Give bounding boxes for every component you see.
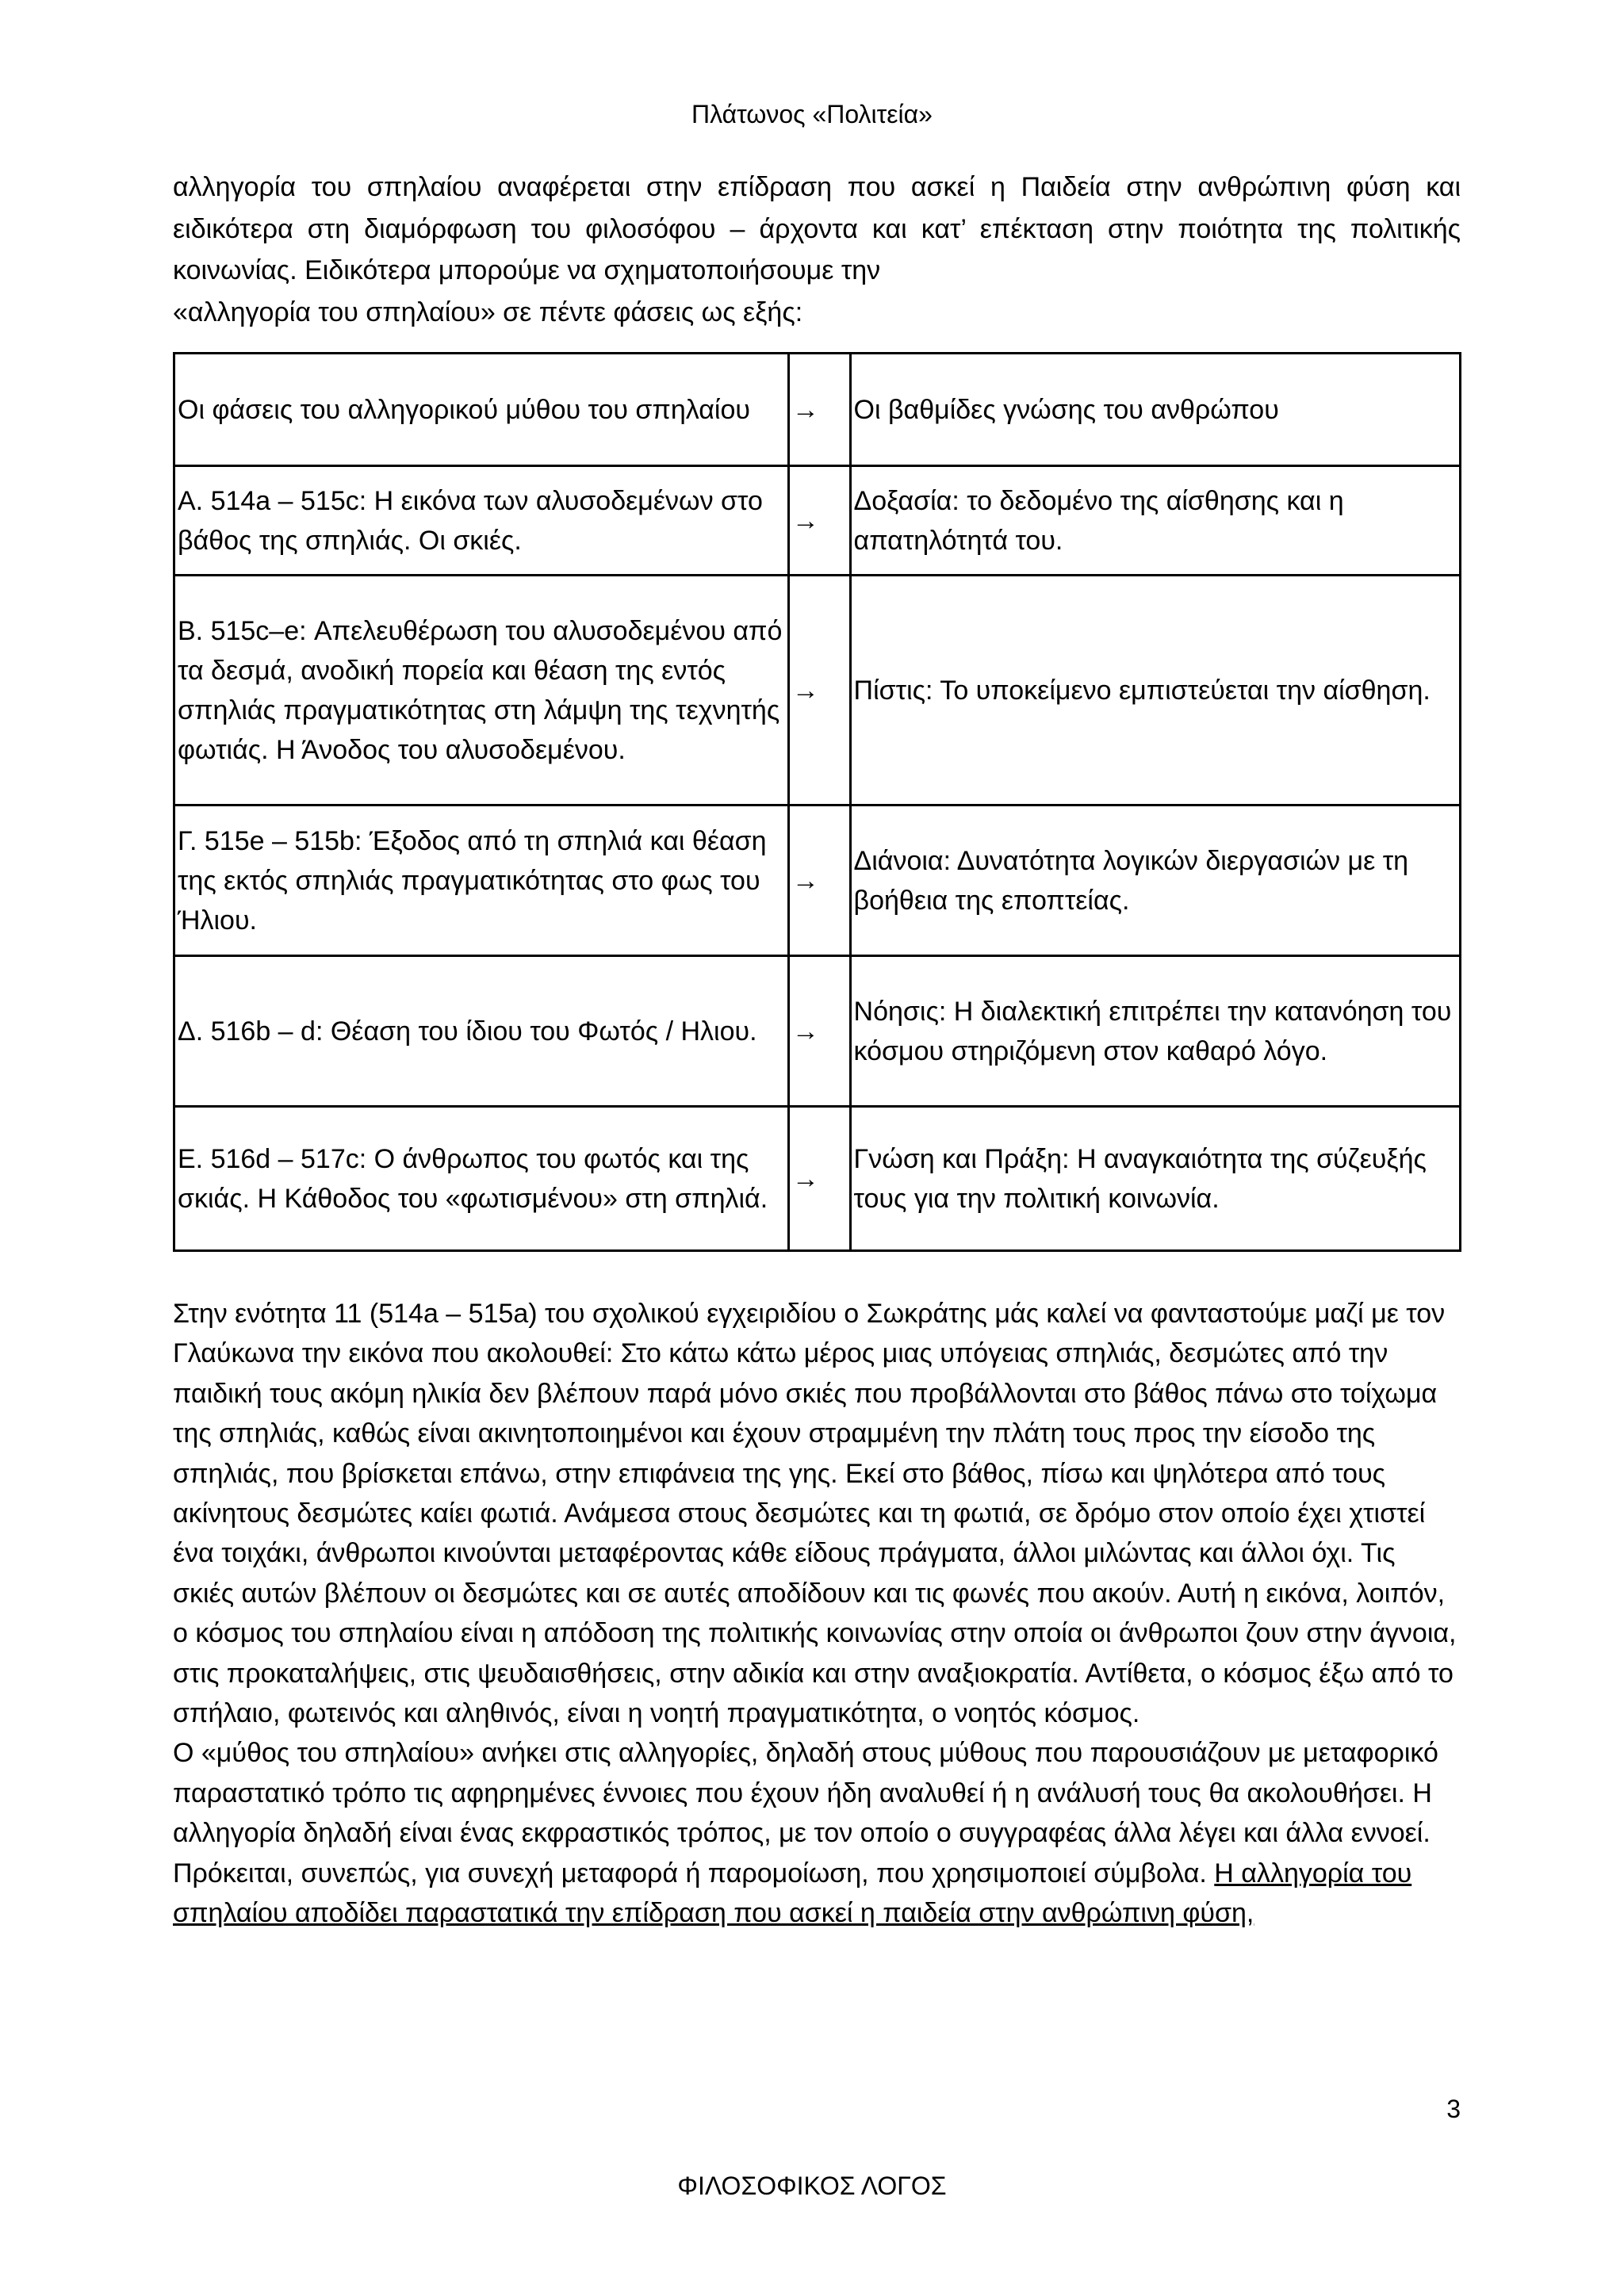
knowledge-cell: Πίστις: Το υποκείμενο εμπιστεύεται την αίσθηση. [850, 576, 1460, 806]
body-paragraph: Στην ενότητα 11 (514a – 515a) του σχολικού εγχειριδίου ο Σωκράτης μάς καλεί να φανταστούμε μαζί με τον Γλαύκωνα την εικόνα που ακολουθεί: Στο κάτω κάτω μέρος μιας υπόγειας σπηλιάς, δεσμώτες από την παιδική τους ακόμη ηλικία δεν βλέπουν παρά μόνο σκιές που προβάλλονται στο βάθος πάνω στο τοίχωμα της σπηλιάς, καθώς είναι ακινητοποιημένοι και έχουν στραμμένη την πλάτη τους προς την είσοδο της σπηλιάς, που βρίσκεται επάνω, στην επιφάνεια της γης. Εκεί στο βάθος, πίσω και ψηλότερα από τους ακίνητους δεσμώτες καίει φωτιά. Ανάμεσα στους δεσμώτες και τη φωτιά, σε δρόμο στον οποίο έχει χτιστεί ένα τοιχάκι, άνθρωποι κινούνται μεταφέροντας κάθε είδους πράγματα, άλλοι μιλώντας και άλλοι όχι. Τις σκιές αυτών βλέπουν οι δεσμώτες και σε αυτές αποδίδουν και τις φωνές που ακούν. Αυτή η εικόνα, λοιπόν, ο κόσμος του σπηλαίου είναι η απόδοση της πολιτικής κοινωνίας στην οποία οι άνθρωποι ζουν στην άγνοια, στις προκαταλήψεις, στις ψευδαισθήσεις, στην αδικία και στην αναξιοκρατία. Αντίθετα, ο κόσμος έξω από το σπήλαιο, φωτεινός και αληθινός, είναι η νοητή πραγματικότητα, ο νοητός κόσμος. [173, 1299, 1457, 1729]
header-left-cell: Οι φάσεις του αλληγορικού μύθου του σπηλαίου [174, 354, 789, 466]
body-text [173, 1294, 1461, 1934]
arrow-icon: → [788, 466, 850, 576]
table-row [174, 806, 1461, 956]
running-footer: ΦΙΛΟΣΟΦΙΚΟΣ ΛΟΓΟΣ [677, 2172, 947, 2200]
phase-cell: Δ. 516b – d: Θέαση του ίδιου του Φωτός / Ηλιου. [174, 956, 789, 1107]
phases-table [173, 352, 1461, 1252]
table-row [174, 1107, 1461, 1251]
phase-cell: Α. 514a – 515c: Η εικόνα των αλυσοδεμένων στο βάθος της σπηλιάς. Οι σκιές. [174, 466, 789, 576]
table-header-row [174, 354, 1461, 466]
intro-paragraph [173, 166, 1461, 333]
phase-cell: Ε. 516d – 517c: Ο άνθρωπος του φωτός και της σκιάς. Η Κάθοδος του «φωτισμένου» στη σπηλιά. [174, 1107, 789, 1251]
arrow-icon: → [788, 354, 850, 466]
table-row [174, 466, 1461, 576]
phase-cell: Γ. 515e – 515b: Έξοδος από τη σπηλιά και θέαση της εκτός σπηλιάς πραγματικότητας στο φως του Ήλιου. [174, 806, 789, 956]
knowledge-cell: Νόησις: Η διαλεκτική επιτρέπει την κατανόηση του κόσμου στηριζόμενη στον καθαρό λόγο. [850, 956, 1460, 1107]
knowledge-cell: Γνώση και Πράξη: Η αναγκαιότητα της σύζευξής τους για την πολιτική κοινωνία. [850, 1107, 1460, 1251]
arrow-icon: → [788, 576, 850, 806]
knowledge-cell: Δοξασία: το δεδομένο της αίσθησης και η απατηλότητά του. [850, 466, 1460, 576]
intro-last-line: «αλληγορία του σπηλαίου» σε πέντε φάσεις ως εξής: [173, 297, 803, 327]
table-row [174, 576, 1461, 806]
page-number: 3 [1446, 2095, 1461, 2123]
header-right-cell: Οι βαθμίδες γνώσης του ανθρώπου [850, 354, 1460, 466]
body-paragraph [173, 1733, 1461, 1933]
arrow-icon: → [788, 1107, 850, 1251]
arrow-icon: → [788, 956, 850, 1107]
body-paragraph-text: Ο «μύθος του σπηλαίου» ανήκει στις αλληγορίες, δηλαδή στους μύθους που παρουσιάζουν με μεταφορικό παραστατικό τρόπο τις αφηρημένες έννοιες που έχουν ήδη αναλυθεί ή η ανάλυσή τους θα ακολουθήσει. Η αλληγορία δηλαδή είναι ένας εκφραστικός τρόπος, με τον οποίο ο συγγραφέας άλλα λέγει και άλλα εννοεί. Πρόκειται, συνεπώς, για συνεχή μεταφορά ή παρομοίωση, που χρησιμοποιεί σύμβολα. [173, 1738, 1438, 1888]
underlined-sentence: Η αλληγορία του σπηλαίου αποδίδει παραστατικά την επίδραση που ασκεί η παιδεία στην ανθρώπινη φύση, [173, 1858, 1412, 1929]
intro-text: αλληγορία του σπηλαίου αναφέρεται στην επίδραση που ασκεί η Παιδεία στην ανθρώπινη φύση και ειδικότερα στη διαμόρφωση του φιλοσόφου – άρχοντα και κατ’ επέκταση στην ποιότητα της πολιτικής κοινωνίας. Ειδικότερα μπορούμε να σχηματοποιήσουμε την [173, 172, 1461, 285]
running-header: Πλάτωνος «Πολιτεία» [691, 100, 933, 128]
knowledge-cell: Διάνοια: Δυνατότητα λογικών διεργασιών με τη βοήθεια της εποπτείας. [850, 806, 1460, 956]
table-row [174, 956, 1461, 1107]
arrow-icon: → [788, 806, 850, 956]
phase-cell: Β. 515c–e: Απελευθέρωση του αλυσοδεμένου από τα δεσμά, ανοδική πορεία και θέαση της εντός σπηλιάς πραγματικότητας στη λάμψη της τεχνητής φωτιάς. Η Άνοδος του αλυσοδεμένου. [174, 576, 789, 806]
